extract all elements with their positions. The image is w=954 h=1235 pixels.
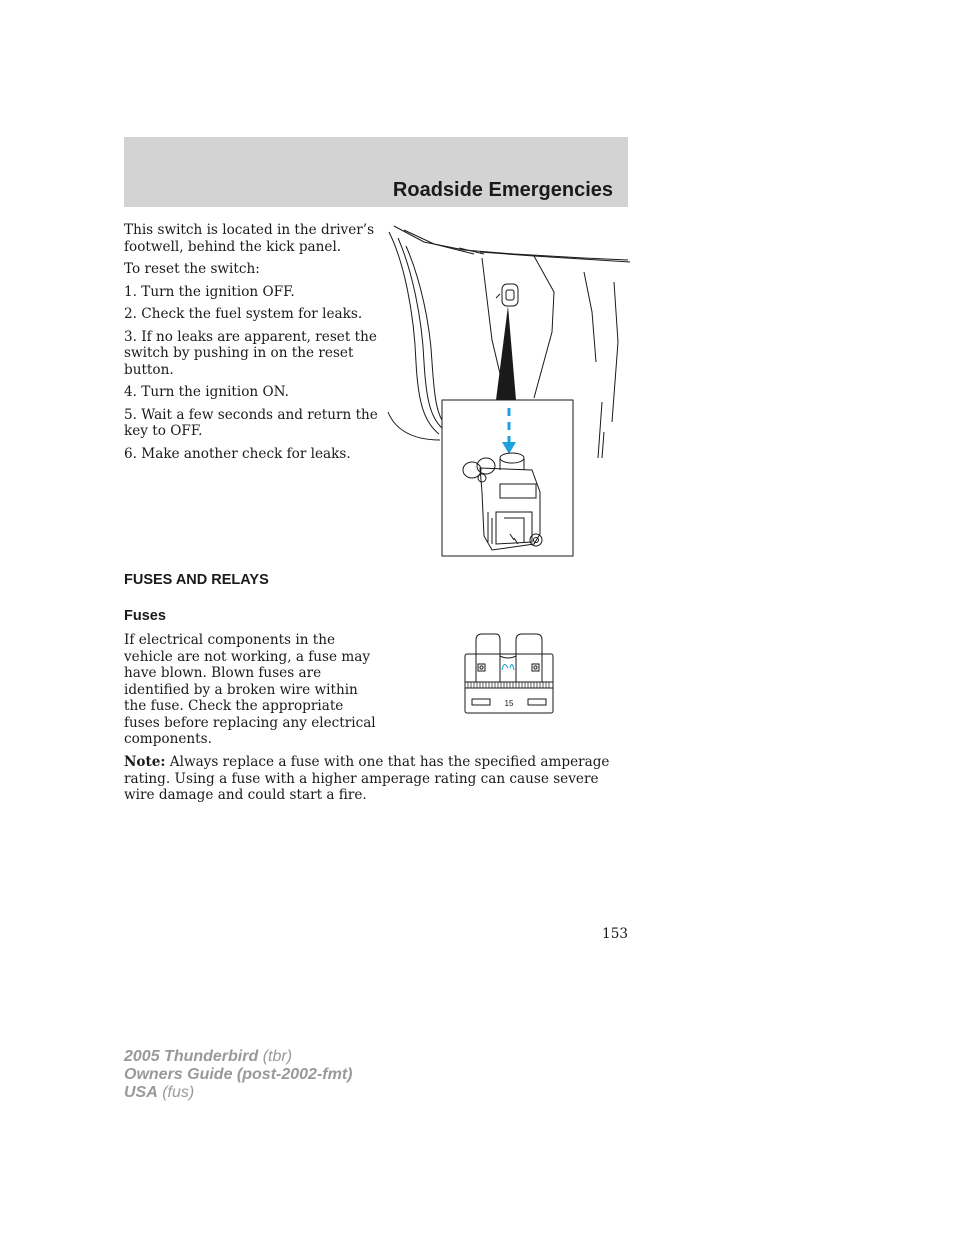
footer-line-3 xyxy=(124,1084,352,1102)
note-label: Note: xyxy=(124,754,166,770)
footer-market-code: (fus) xyxy=(157,1084,195,1101)
footer-line-2 xyxy=(124,1066,352,1084)
page-number: 153 xyxy=(602,926,628,942)
footer-model: 2005 Thunderbird xyxy=(124,1048,259,1065)
inertia-switch-illustration xyxy=(384,222,630,560)
fuses-paragraph: If electrical components in the vehicle are not working, a fuse may have blown. Blown fuses are identified by a broken wire within the fuse. Check the appropriate fuses before replacing any electrical components. xyxy=(124,632,376,747)
footer-model-code: (tbr) xyxy=(258,1048,293,1065)
footer-guide: Owners Guide (post-2002-fmt) xyxy=(124,1066,353,1083)
pointer-wedge xyxy=(496,306,516,400)
page-title: Roadside Emergencies xyxy=(392,179,613,201)
fuse-illustration xyxy=(462,632,554,714)
footer-market: USA xyxy=(124,1084,158,1101)
header-band xyxy=(124,137,628,207)
note-paragraph xyxy=(124,754,629,804)
step-6: 6. Make another check for leaks. xyxy=(124,445,351,462)
fuse-rating-label: 15 xyxy=(504,699,514,708)
note-text: Always replace a fuse with one that has the specified amperage rating. Using a fuse with a higher amperage rating can cause severe wire damage and could start a fire. xyxy=(124,754,610,803)
section-heading-fuses-relays: FUSES AND RELAYS xyxy=(124,572,269,588)
step-1: 1. Turn the ignition OFF. xyxy=(124,283,295,300)
step-4: 4. Turn the ignition ON. xyxy=(124,384,289,400)
intro-text xyxy=(124,222,379,468)
paragraph-location: This switch is located in the driver’s footwell, behind the kick panel. xyxy=(124,222,375,255)
subheading-fuses: Fuses xyxy=(124,608,166,624)
step-2: 2. Check the fuel system for leaks. xyxy=(124,306,363,322)
step-5: 5. Wait a few seconds and return the key to OFF. xyxy=(124,406,378,439)
step-3: 3. If no leaks are apparent, reset the switch by pushing in on the reset button. xyxy=(124,328,377,378)
paragraph-reset-intro: To reset the switch: xyxy=(124,261,260,277)
footer-line-1 xyxy=(124,1048,352,1066)
footer xyxy=(124,1048,352,1102)
